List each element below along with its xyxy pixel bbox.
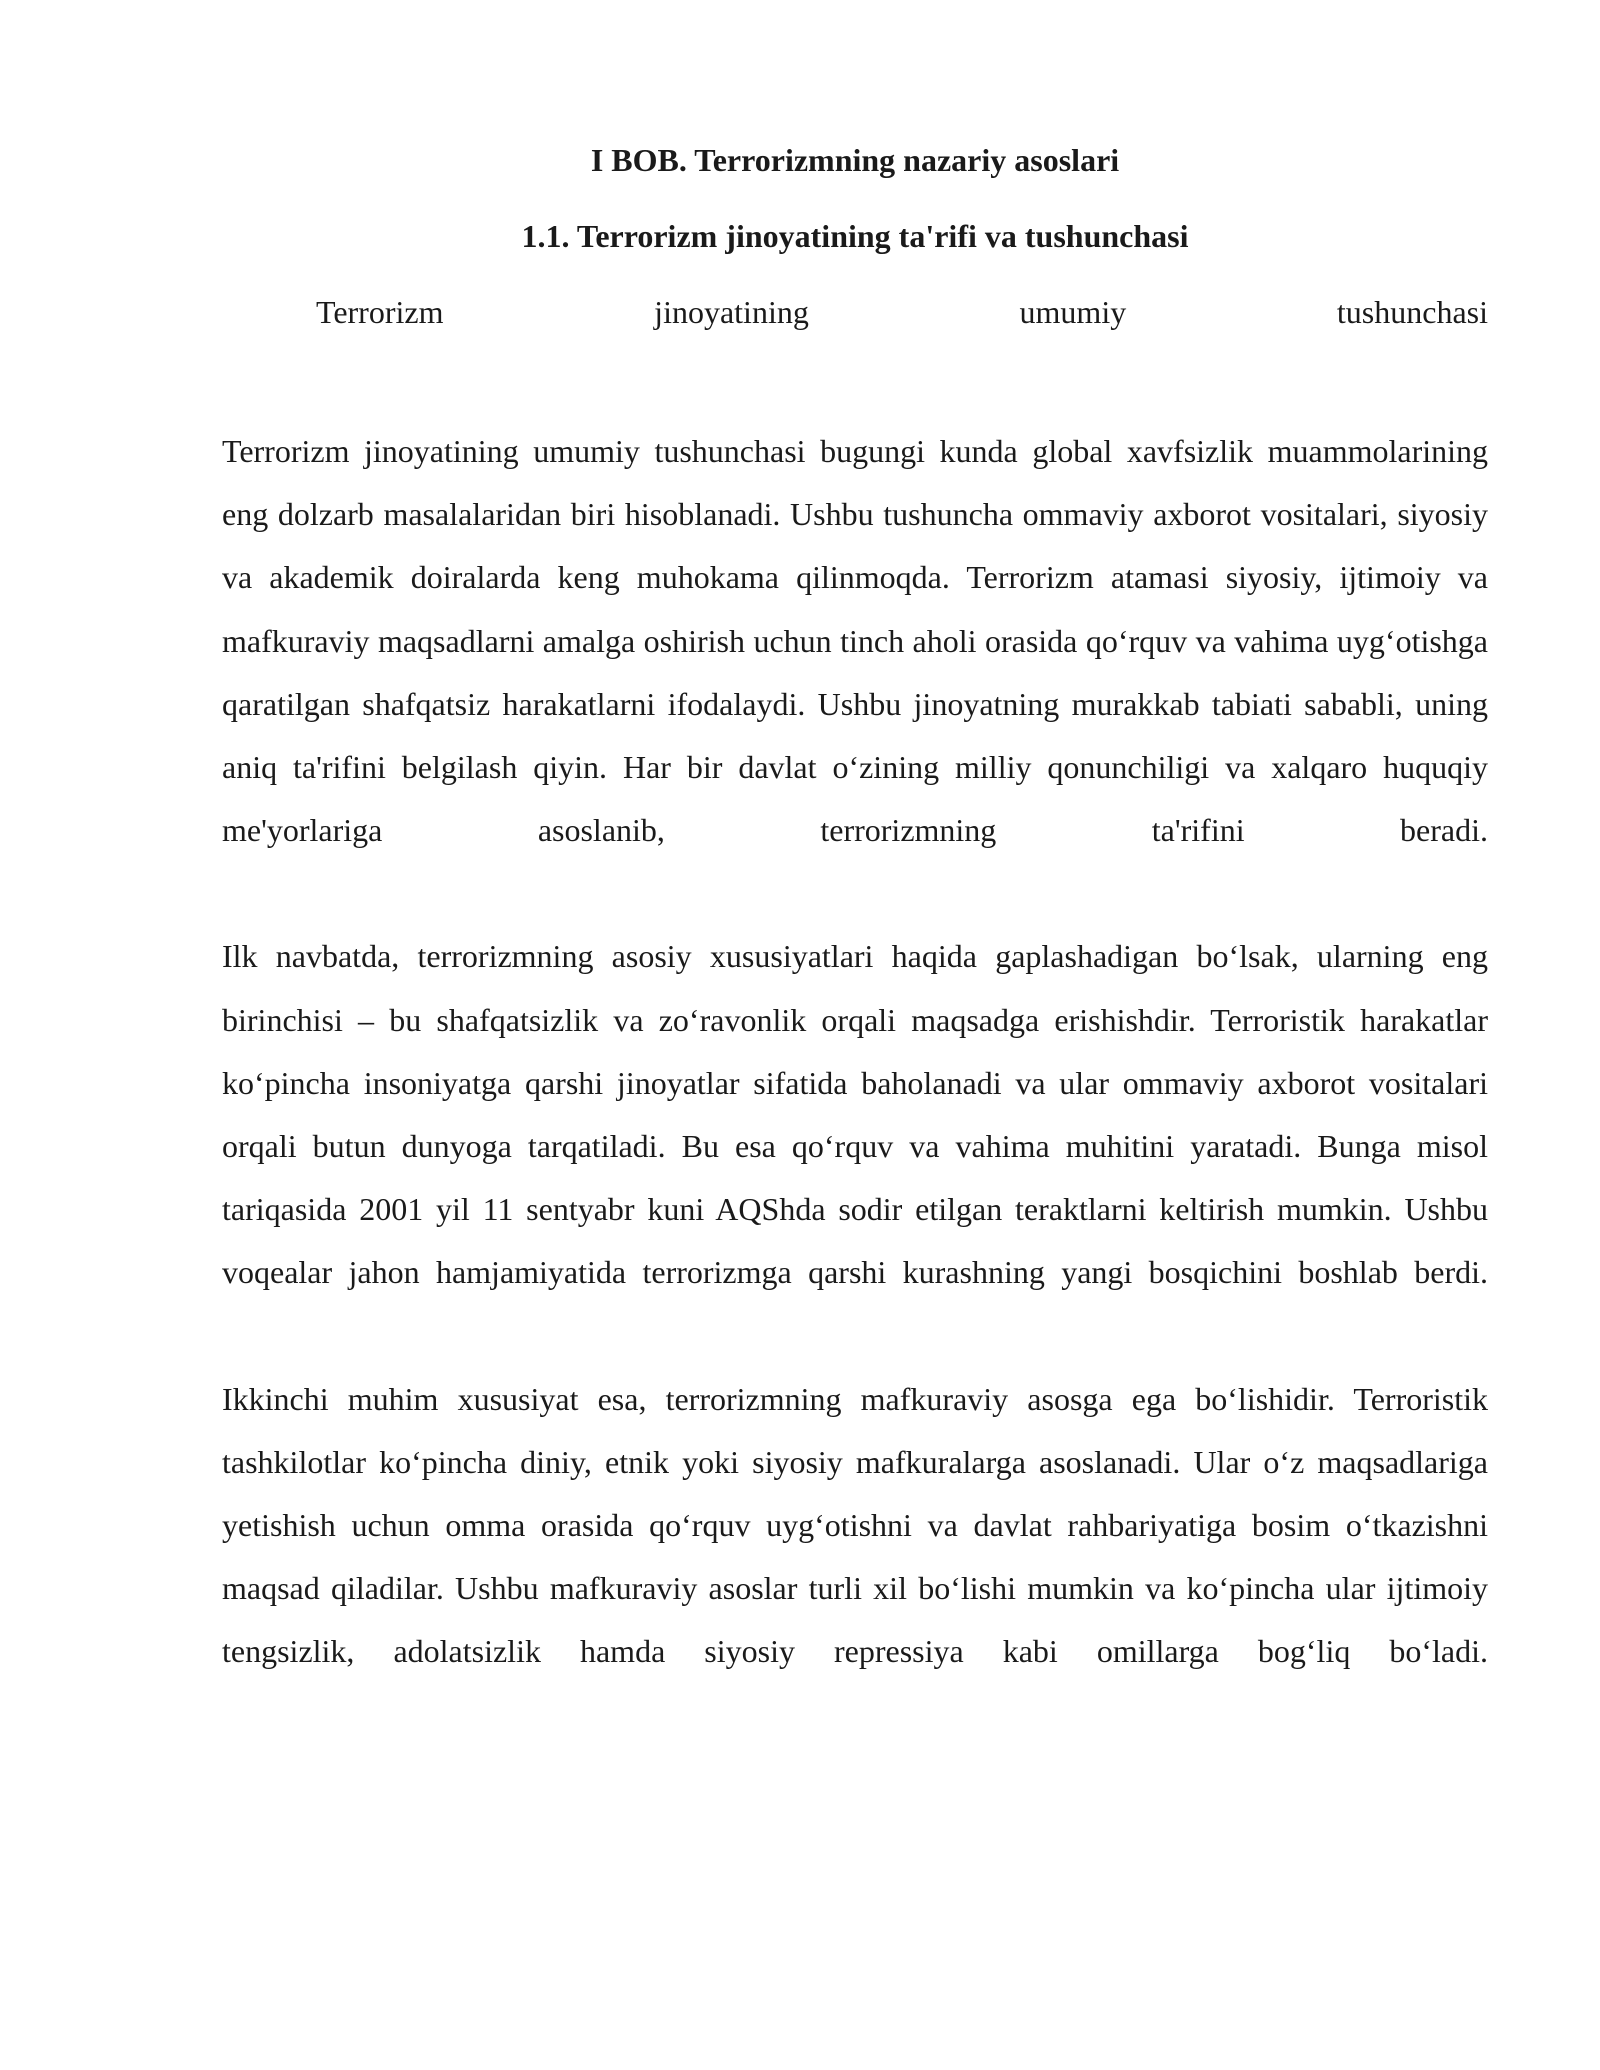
subheading-word: Terrorizm	[316, 294, 444, 330]
subheading-word: tushunchasi	[1336, 294, 1488, 330]
chapter-title: I BOB. Terrorizmning nazariy asoslari	[590, 142, 1120, 178]
spacer	[222, 1305, 1488, 1368]
subheading-word: jinoyatining	[654, 294, 809, 330]
spacer	[222, 862, 1488, 925]
body-paragraph: Ikkinchi muhim xususiyat esa, terrorizmning mafkuraviy asosga ega bo‘lishidir. Terroristik tashkilotlar ko‘pincha diniy, etnik yoki siyosiy mafkuralarga asoslanadi. Ular o‘z maqsadlariga yetishish uchun omma orasida qo‘rquv uyg‘otishni va davlat rahbariyatiga bosim o‘tkazishni maqsad qiladilar. Ushbu mafkuraviy asoslar turli xil bo‘lishi mumkin va ko‘pincha ular ijtimoiy tengsizlik, adolatsizlik hamda siyosiy repressiya kabi omillarga bog‘liq bo‘ladi.	[222, 1380, 1488, 1670]
section-title: 1.1. Terrorizm jinoyatining ta'rifi va tushunchasi	[521, 218, 1189, 254]
body-paragraph: Ilk navbatda, terrorizmning asosiy xususiyatlari haqida gaplashadigan bo‘lsak, ularning eng birinchisi – bu shafqatsizlik va zo‘ravonlik orqali maqsadga erishishdir. Terroristik harakatlar ko‘pincha insoniyatga qarshi jinoyatlar sifatida baholanadi va ular ommaviy axborot vositalari orqali butun dunyoga tarqatiladi. Bu esa qo‘rquv va vahima muhitini yaratadi. Bunga misol tariqasida 2001 yil 11 sentyabr kuni AQShda sodir etilgan teraktlarni keltirish mumkin. Ushbu voqealar jahon hamjamiyatida terrorizmga qarshi kurashning yangi bosqichini boshlab berdi.	[222, 938, 1488, 1291]
spacer	[222, 332, 1488, 420]
subheading-word: umumiy	[1019, 294, 1127, 330]
subheading	[222, 292, 1488, 332]
document-page	[222, 140, 1488, 1684]
body-paragraph: Terrorizm jinoyatining umumiy tushunchasi bugungi kunda global xavfsizlik muammolarining eng dolzarb masalalaridan biri hisoblanadi. Ushbu tushuncha ommaviy axborot vositalari, siyosiy va akademik doiralarda keng muhokama qilinmoqda. Terrorizm atamasi siyosiy, ijtimoiy va mafkuraviy maqsadlarni amalga oshirish uchun tinch aholi orasida qo‘rquv va vahima uyg‘otishga qaratilgan shafqatsiz harakatlarni ifodalaydi. Ushbu jinoyatning murakkab tabiati sababli, uning aniq ta'rifini belgilash qiyin. Har bir davlat o‘zining milliy qonunchiligi va xalqaro huquqiy me'yorlariga asoslanib, terrorizmning ta'rifini beradi.	[222, 433, 1488, 849]
